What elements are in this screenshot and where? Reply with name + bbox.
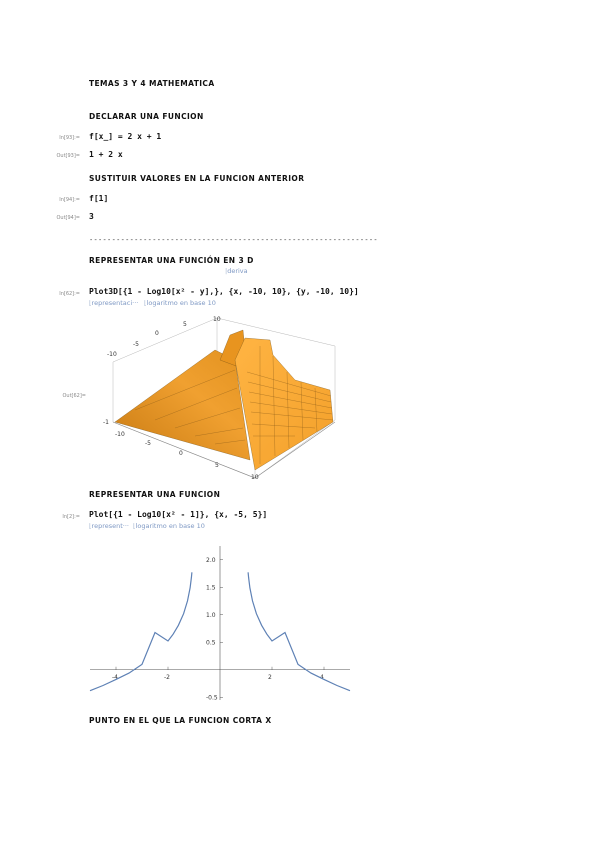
surface-left [115, 350, 250, 460]
surface-right [235, 338, 333, 470]
autocomplete-hint-log10[interactable]: ⌊logaritmo en base 10 [133, 522, 205, 530]
y-tick-label: 5 [183, 321, 187, 328]
series-line-1 [90, 572, 192, 690]
x-tick-label: -5 [145, 440, 151, 447]
x-tick-label: -2 [164, 673, 170, 681]
dashed-separator: ---------------------------------------------------------------- [89, 236, 378, 244]
y-tick-label: -10 [107, 351, 117, 358]
output-label: Out[62]= [62, 393, 86, 399]
y-tick-label: 1.0 [206, 611, 216, 619]
x-tick-label: 10 [251, 474, 259, 481]
surface-plot-3d[interactable] [95, 310, 345, 485]
section-heading-substitute: SUSTITUIR VALORES EN LA FUNCION ANTERIOR [89, 174, 305, 183]
z-tick-label: 10 [213, 316, 221, 323]
output-cell: 1 + 2 x [89, 150, 123, 159]
y-tick-label: 0 [155, 330, 159, 337]
y-tick-label: -5 [133, 341, 139, 348]
input-label: In[62]:= [59, 291, 80, 297]
y-tick-label: 0.5 [206, 639, 216, 647]
series-line-2 [248, 572, 350, 690]
section-heading-declare: DECLARAR UNA FUNCION [89, 112, 204, 121]
input-cell[interactable]: Plot3D[{1 - Log10[x² - y],}, {x, -10, 10}, {y, -10, 10}] [89, 287, 359, 296]
plot-axes [90, 546, 350, 700]
y-tick-label: -0.5 [206, 694, 218, 702]
autocomplete-hint-represent[interactable]: ⌊represent··· [89, 522, 129, 530]
x-tick-label: 2 [268, 673, 272, 681]
input-label: In[2]:= [62, 514, 80, 520]
y-tick-label: 2.0 [206, 556, 216, 564]
section-heading-intercept: PUNTO EN EL QUE LA FUNCION CORTA X [89, 716, 272, 725]
line-plot[interactable] [85, 538, 355, 708]
input-cell[interactable]: f[x_] = 2 x + 1 [89, 132, 162, 141]
x-tick-label: -10 [115, 431, 125, 438]
section-heading-plot2d: REPRESENTAR UNA FUNCION [89, 490, 221, 499]
autocomplete-hint-deriva[interactable]: |deriva [225, 267, 248, 275]
notebook-title: TEMAS 3 Y 4 MATHEMATICA [89, 79, 215, 88]
input-cell[interactable]: f[1] [89, 194, 109, 203]
section-heading-plot3d: REPRESENTAR UNA FUNCIÓN EN 3 D [89, 256, 254, 265]
output-label: Out[94]= [56, 215, 80, 221]
x-tick-label: 0 [179, 450, 183, 457]
y-tick-label: 1.5 [206, 584, 216, 592]
x-tick-label: 4 [320, 673, 324, 681]
autocomplete-hint-log10[interactable]: ⌊logaritmo en base 10 [144, 299, 216, 307]
z-tick-label: -1 [103, 419, 109, 426]
output-label: Out[93]= [56, 153, 80, 159]
output-cell: 3 [89, 212, 94, 221]
x-tick-label: -4 [112, 673, 118, 681]
input-label: In[93]:= [59, 135, 80, 141]
input-cell[interactable]: Plot[{1 - Log10[x² - 1]}, {x, -5, 5}] [89, 510, 268, 519]
autocomplete-hint-represent[interactable]: ⌊representaci··· [89, 299, 139, 307]
x-tick-label: 5 [215, 462, 219, 469]
input-label: In[94]:= [59, 197, 80, 203]
